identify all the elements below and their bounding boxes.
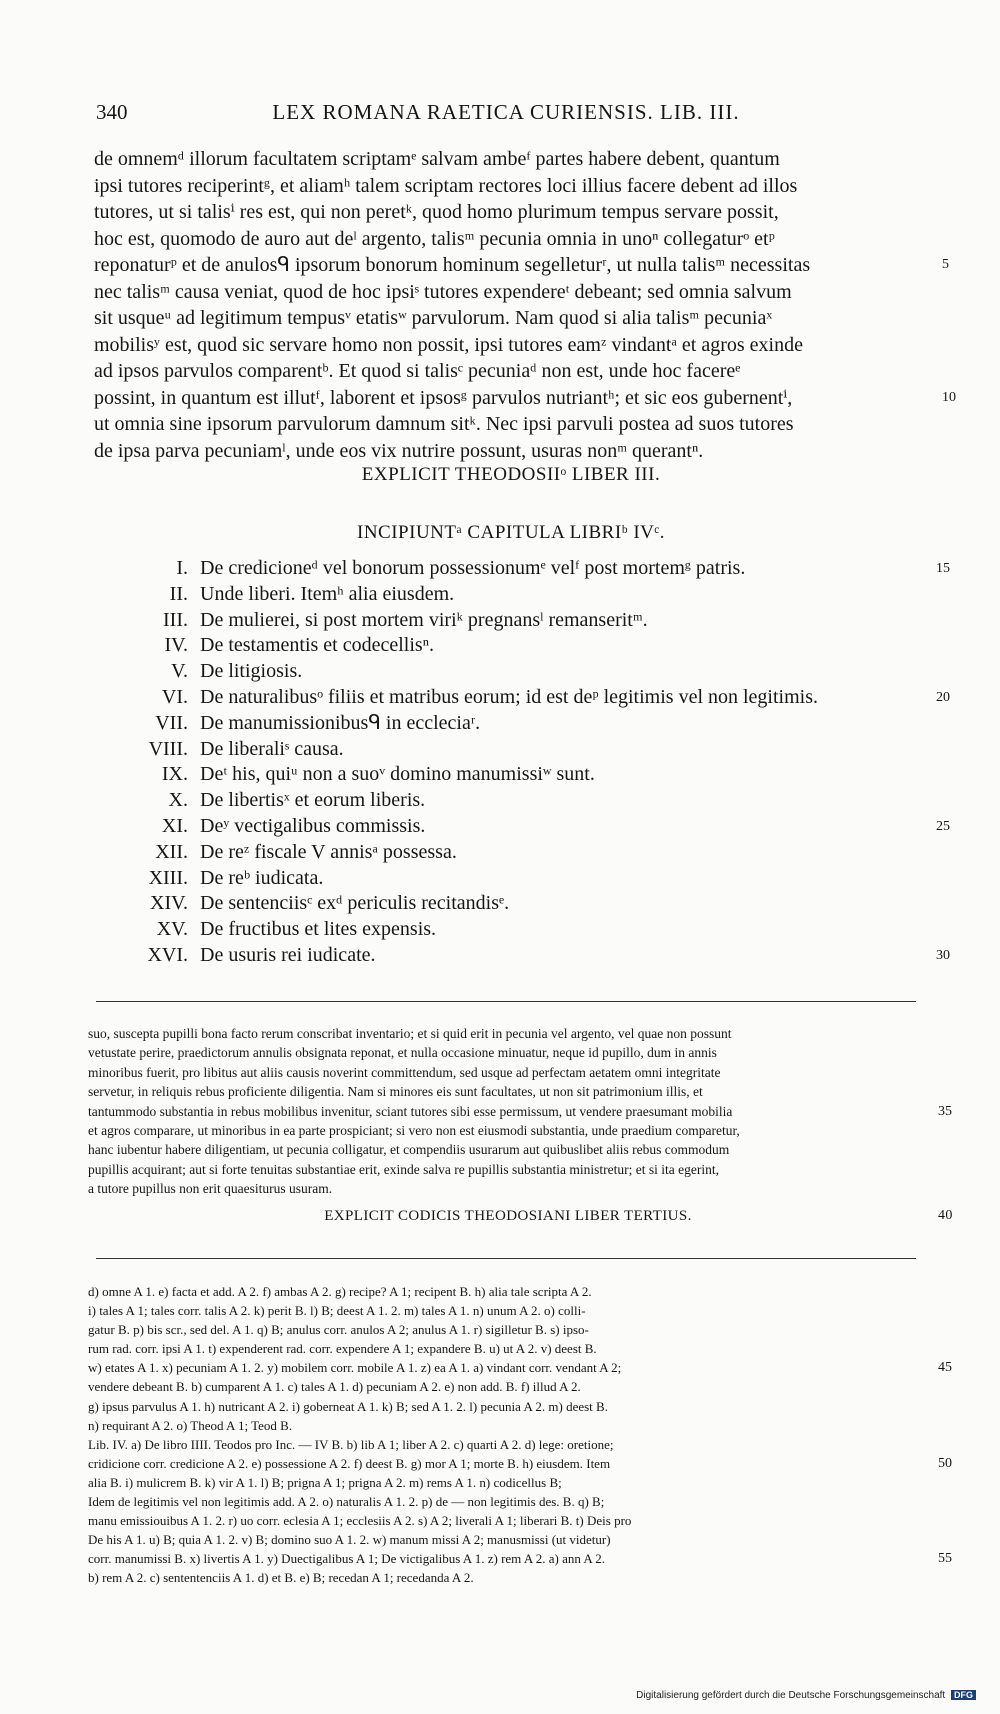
divider-rule — [96, 1001, 916, 1002]
apparatus-line-text: b) rem A 2. c) sententenciis A 1. d) et B. e) B; recedan A 1; recedanda A 2. — [88, 1570, 474, 1586]
line-number: 20 — [936, 689, 950, 705]
chapter-title: Deᵗ his, quiᵘ non a suoᵛ domino manumissiʷ sunt. — [200, 763, 595, 786]
page-header — [96, 100, 916, 132]
note-line — [88, 1024, 928, 1043]
note-line-text: et agros comparare, ut minoribus in ea parte prospiciant; si vero non est eiusmodi substantia, unde praedium comparetur, — [88, 1122, 740, 1138]
text-line — [94, 332, 928, 359]
chapter-title: De liberaliˢ causa. — [200, 737, 344, 760]
text-line-text: hoc est, quomodo de auro aut deˡ argento, talisᵐ pecunia omnia in unoⁿ collegaturᵒ etᵖ — [94, 227, 775, 250]
chapter-entry — [94, 762, 974, 788]
apparatus-line — [88, 1320, 928, 1339]
note-line-text: suo, suscepta pupilli bona facto rerum conscribat inventario; et si quid erit in pecunia vel argento, vel quae non possunt — [88, 1026, 732, 1041]
chapter-list — [94, 556, 974, 969]
note-line — [88, 1179, 928, 1198]
note-line — [88, 1063, 928, 1082]
note-line — [88, 1121, 928, 1140]
apparatus-line-text: alia B. i) mulicrem B. k) vir A 1. l) B; prigna A 1; prigna A 2. m) rems A 1. n) codicellus B; — [88, 1474, 562, 1490]
chapter-title: De usuris rei iudicate. — [200, 943, 376, 966]
chapter-entry — [94, 582, 974, 608]
chapter-number: VII. — [155, 711, 188, 734]
note-line-text: pupillis acquirant; aut si forte tenuitas substantiae erit, exinde salva re pupillis substantia ministretur; et si ita egerint, — [88, 1161, 719, 1177]
text-line — [94, 146, 928, 173]
text-line — [94, 385, 956, 412]
text-line — [94, 173, 928, 200]
apparatus-line — [88, 1435, 928, 1454]
note-line-text: hanc iubentur habere diligentiam, ut pecunia colligatur, et compendiis usurarum aut quibuslibet aliis rebus commodum — [88, 1142, 730, 1158]
apparatus-line — [88, 1339, 928, 1358]
text-line-text: possint, in quantum est illutᶠ, laborent et ipsosᵍ parvulos nutriantʰ; et sic eos gubernentⁱ, — [94, 386, 793, 409]
chapter-entry — [94, 608, 974, 634]
chapter-entry — [94, 788, 974, 814]
text-line-text: sit usqueᵘ ad legitimum tempusᵛ etatisʷ parvulorum. Nam quod si alia talisᵐ pecuniaˣ — [94, 307, 773, 329]
chapter-title: De sentenciisᶜ exᵈ periculis recitandisᵉ. — [200, 892, 510, 915]
apparatus-line-text: gatur B. p) bis scr., sed del. A 1. q) B; anulus corr. anulos A 2; anulus A 1. r) sigilletur B. s) ipso- — [88, 1322, 589, 1338]
note-line — [88, 1043, 928, 1062]
apparatus-line-text: rum rad. corr. ipsi A 1. t) expenderent rad. corr. expendere A 1; expandere B. u) ut A 2. v) deest B. — [88, 1341, 597, 1357]
line-number: 25 — [936, 818, 950, 834]
chapter-number: IX. — [161, 763, 188, 786]
chapter-number: IV. — [164, 634, 188, 657]
line-number: 30 — [936, 947, 950, 963]
chapter-number: XV. — [156, 918, 188, 941]
text-line — [94, 199, 928, 226]
apparatus-line — [88, 1416, 928, 1435]
note-line — [88, 1140, 928, 1159]
text-line-text: ut omnia sine ipsorum parvulorum damnum sitᵏ. Nec ipsi parvuli postea ad suos tutores — [94, 413, 794, 435]
chapter-title: De manumissionibusᑫ in eccleciaʳ. — [200, 711, 481, 734]
text-line — [94, 358, 928, 385]
chapter-title: De reᶻ fiscale V annisᵃ possessa. — [200, 840, 457, 863]
chapter-entry — [94, 866, 974, 892]
apparatus-line-text: i) tales A 1; tales corr. talis A 2. k) perit B. l) B; deest A 1. 2. m) tales A 1. n) unum A 2. o) colli- — [88, 1303, 586, 1319]
chapter-entry — [94, 943, 974, 969]
credit-text: Digitalisierung gefördert durch die Deutsche Forschungsgemeinschaft — [636, 1690, 946, 1701]
chapter-number: II. — [169, 582, 188, 605]
running-title: LEX ROMANA RAETICA CURIENSIS. LIB. III. — [272, 100, 740, 124]
apparatus-line-text: w) etates A 1. x) pecuniam A 1. 2. y) mobilem corr. mobile A 1. z) ea A 1. a) vindant corr. vendant A 2; — [88, 1360, 622, 1376]
note-line — [88, 1082, 928, 1101]
text-line-text: reponaturᵖ et de anulosᑫ ipsorum bonorum hominum segelleturʳ, ut nulla talisᵐ necessitas — [94, 254, 811, 276]
chapter-title: De libertisˣ et eorum liberis. — [200, 789, 426, 812]
chapter-number: XIII. — [148, 866, 188, 889]
divider-rule — [96, 1258, 916, 1259]
line-number: 55 — [938, 1551, 952, 1567]
apparatus-line-text: manu emissiouibus A 1. 2. r) uo corr. eclesia A 1; ecclesiis A 2. s) A 2; liverali A 1; liberari B. t) Deis pro — [88, 1513, 632, 1529]
note-line-text: tantummodo substantia in rebus mobilibus invenitur, sciant tutores sibi esse permissum, ut vendere praesumant mobilia — [88, 1103, 733, 1119]
page-number: 340 — [96, 100, 128, 124]
chapter-entry — [94, 917, 974, 943]
line-number: 10 — [942, 389, 956, 405]
note-line-text: minoribus fuerit, pro libitus aut aliis causis noverint committendum, sed usque ad perfectam aetatem omni integritate — [88, 1064, 721, 1080]
line-number: 5 — [942, 257, 949, 272]
chapter-number: VI. — [161, 685, 188, 708]
apparatus-line — [88, 1377, 928, 1396]
text-line — [94, 226, 928, 253]
chapter-entry — [94, 891, 974, 917]
chapter-number: XIV. — [150, 892, 188, 915]
apparatus-line-text: cridicione corr. credicione A 2. e) possessione A 2. f) deest B. g) mor A 1; morte B. h) eiusdem. Item — [88, 1455, 611, 1471]
line-number: 40 — [938, 1208, 953, 1223]
explicit-book-heading: EXPLICIT THEODOSIIᵒ LIBER III. — [361, 464, 661, 485]
apparatus-line-text: Lib. IV. a) De libro IIII. Teodos pro Inc. — IV B. b) lib A 1; liber A 2. c) quarti A 2. d) lege: oretione; — [88, 1436, 614, 1452]
theodosian-text — [88, 1024, 952, 1199]
text-line — [94, 438, 928, 465]
chapter-number: XII. — [155, 840, 188, 863]
line-number: 50 — [938, 1455, 952, 1471]
chapter-entry — [94, 711, 974, 737]
note-line-text: vetustate perire, praedictorum annulis obsignata reponat, et nulla occasione minuatur, neque id pupillo, dum in annis — [88, 1045, 717, 1061]
main-text — [94, 146, 956, 464]
text-line-text: nec talisᵐ causa veniat, quod de hoc ipsiˢ tutores expendereᵗ debeant; sed omnia salvum — [94, 280, 792, 303]
note-line-text: a tutore pupillus non erit quaesiturus usuram. — [88, 1181, 333, 1197]
note-line — [88, 1160, 928, 1179]
line-number: 45 — [938, 1360, 952, 1376]
chapter-number: V. — [171, 660, 188, 683]
apparatus-line — [88, 1549, 952, 1568]
chapter-title: De mulierei, si post mortem viriᵏ pregnansˡ remanseritᵐ. — [200, 608, 648, 631]
apparatus-line-text: d) omne A 1. e) facta et add. A 2. f) ambas A 2. g) recipe? A 1; recipent B. h) alia tale scripta A 2. — [88, 1284, 592, 1299]
chapter-title: Unde liberi. Itemʰ alia eiusdem. — [200, 582, 455, 605]
apparatus-line — [88, 1473, 928, 1492]
chapter-title: De litigiosis. — [200, 660, 303, 683]
apparatus-notes — [88, 1282, 952, 1588]
apparatus-line-text: corr. manumissi B. x) livertis A 1. y) Duectigalibus A 1; De victigalibus A 1. z) rem A 2. a) ann A 2. — [88, 1551, 606, 1567]
apparatus-line-text: De his A 1. u) B; quia A 1. 2. v) B; domino suo A 1. 2. w) manum missi A 2; manusmissi (ut videtur) — [88, 1532, 611, 1548]
chapter-entry — [94, 633, 974, 659]
apparatus-line — [88, 1568, 928, 1587]
apparatus-line — [88, 1492, 928, 1511]
dfg-logo: DFG — [951, 1690, 976, 1700]
note-line — [88, 1102, 952, 1121]
text-line — [94, 252, 949, 279]
apparatus-line-text: vendere debeant B. b) cumparent A 1. c) tales A 1. d) pecuniam A 2. e) non add. B. f) illud A 2. — [88, 1379, 581, 1395]
text-line-text: ipsi tutores reciperintᵍ, et aliamʰ talem scriptam rectores loci illius facere debent ad illos — [94, 174, 798, 197]
text-line — [94, 411, 928, 438]
text-line — [94, 279, 928, 306]
apparatus-line-text: Idem de legitimis vel non legitimis add. A 2. o) naturalis A 1. 2. p) de — non legitimis des. B. q) B; — [88, 1494, 605, 1510]
chapter-number: XI. — [161, 814, 188, 837]
apparatus-line — [88, 1358, 952, 1377]
text-line-text: ad ipsos parvulos comparentᵇ. Et quod si talisᶜ pecuniaᵈ non est, unde hoc facereᵉ — [94, 360, 741, 382]
digitization-credit — [636, 1690, 976, 1701]
apparatus-line — [88, 1454, 952, 1473]
line-number: 35 — [938, 1103, 952, 1119]
chapter-title: De reᵇ iudicata. — [200, 866, 324, 889]
chapter-title: De credicioneᵈ vel bonorum possessionumᵉ velᶠ post mortemᵍ patris. — [200, 557, 746, 579]
apparatus-line-text: g) ipsus parvulus A 1. h) nutricant A 2. i) goberneat A 1. k) B; sed A 1. 2. l) pecunia A 2. m) deest B. — [88, 1398, 608, 1414]
text-line — [94, 305, 928, 332]
apparatus-line-text: n) requirant A 2. o) Theod A 1; Teod B. — [88, 1417, 293, 1433]
chapter-title: De naturalibusᵒ filiis et matribus eorum; id est deᵖ legitimis vel non legitimis. — [200, 685, 818, 708]
chapter-number: X. — [168, 789, 188, 812]
chapter-number: I. — [176, 557, 188, 579]
text-line-text: de omnemᵈ illorum facultatem scriptamᵉ salvam ambeᶠ partes habere debent, quantum — [94, 148, 780, 170]
apparatus-line — [88, 1282, 928, 1301]
chapter-entry — [94, 737, 974, 763]
chapter-entry — [94, 659, 974, 685]
apparatus-line — [88, 1511, 928, 1530]
chapter-number: XVI. — [147, 943, 188, 966]
chapter-number: VIII. — [148, 737, 188, 760]
incipit-heading: INCIPIUNTᵃ CAPITULA LIBRIᵇ IVᶜ. — [357, 522, 665, 543]
line-number: 15 — [936, 561, 950, 576]
explicit-codex-text: EXPLICIT CODICIS THEODOSIANI LIBER TERTIUS. — [324, 1208, 692, 1224]
explicit-codex-heading — [88, 1208, 953, 1225]
chapter-number: III. — [163, 608, 188, 631]
chapter-entry — [94, 814, 974, 840]
chapter-title: De fructibus et lites expensis. — [200, 918, 437, 941]
chapter-title: Deʸ vectigalibus commissis. — [200, 814, 426, 837]
text-line-text: tutores, ut si talisⁱ res est, qui non peretᵏ, quod homo plurimum tempus servare possit, — [94, 201, 779, 223]
apparatus-line — [88, 1530, 928, 1549]
text-line-text: mobilisʸ est, quod sic servare homo non possit, ipsi tutores eamᶻ vindantᵃ et agros exinde — [94, 333, 803, 356]
chapter-entry — [94, 685, 974, 711]
apparatus-line — [88, 1301, 928, 1320]
text-line-text: de ipsa parva pecuniamˡ, unde eos vix nutrire possunt, usuras nonᵐ querantⁿ. — [94, 439, 704, 462]
chapter-title: De testamentis et codecellisⁿ. — [200, 634, 434, 657]
note-line-text: servetur, in reliquis rebus proficiente diligentia. Nam si minores eis sunt facultates, ut non sit patrimonium illis, et — [88, 1084, 703, 1100]
chapter-entry — [94, 556, 974, 582]
apparatus-line — [88, 1397, 928, 1416]
chapter-entry — [94, 840, 974, 866]
